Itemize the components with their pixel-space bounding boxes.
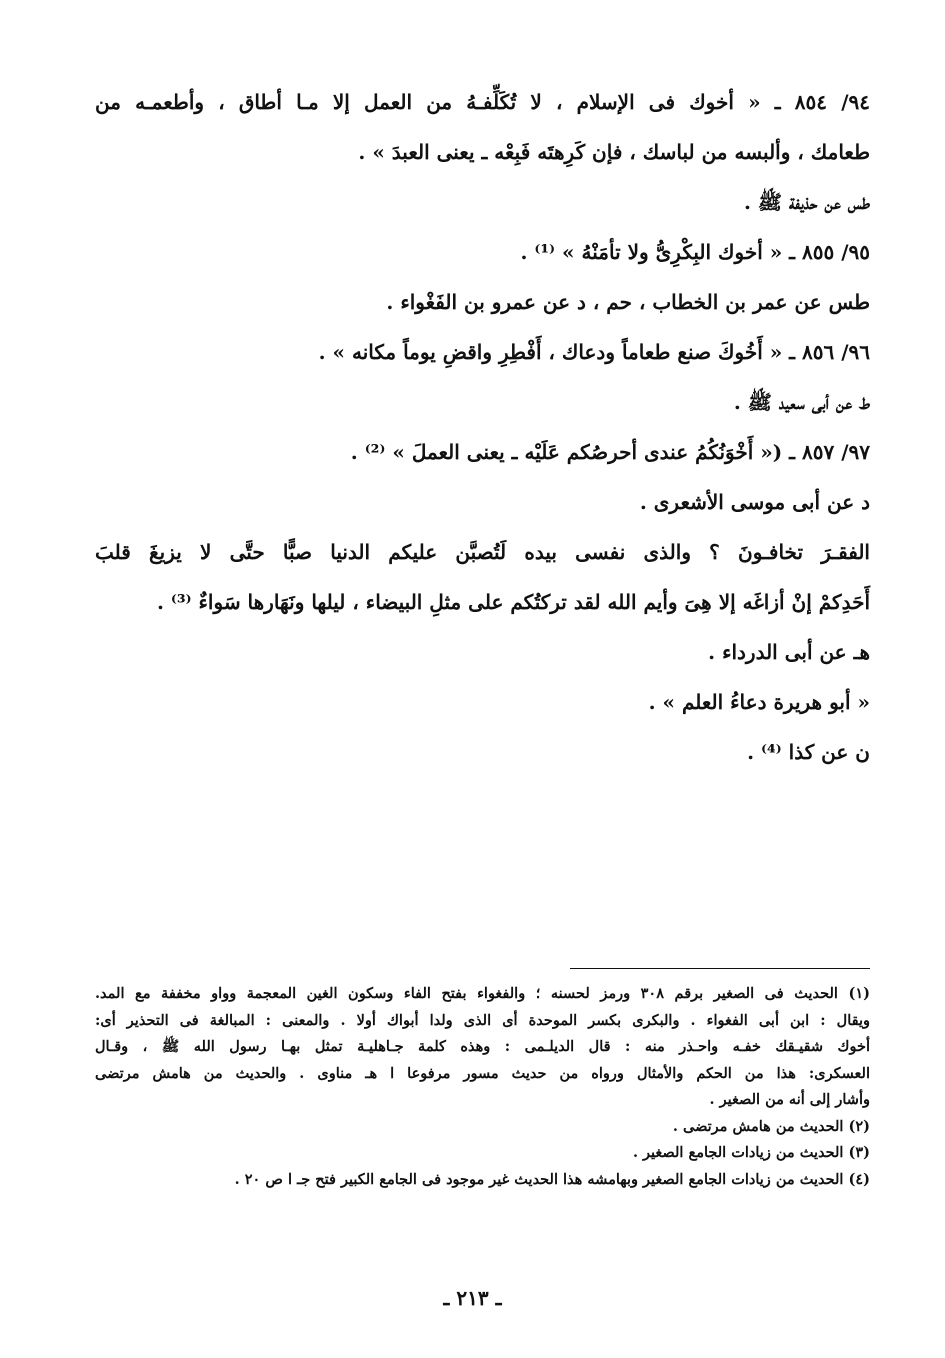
source-line: د عن أبى موسى الأشعرى .: [639, 490, 870, 514]
footnote-line: (١) الحديث فى الصغير برقم ٣٠٨ ورمز لحسنه ؛ والفغواء بفتح الفاء وسكون الغين المعجمة وواو مخففة مع المد.: [95, 985, 870, 1002]
hadith-856-line: ٩٦/ ٨٥٦ ـ « أَخُوكَ صنع طعاماً ودعاك ، أَفْطِرِ واقضِ يوماً مكانه » .: [318, 340, 870, 364]
page-number: ـ ٢١٣ ـ: [443, 1286, 502, 1310]
hadith-855-line: ٩٥/ ٨٥٥ ـ « أخوك البِكْرِىُّ ولا تأمَنْهُ » ⁽¹⁾ .: [520, 240, 870, 264]
hadith-857-line: ٩٧/ ٨٥٧ ـ (« أَخْوَنُكُمُ عندى أحرصُكم عَلَيْه ـ يعنى العملَ » ⁽²⁾ .: [350, 440, 870, 464]
source-line: طس عن عمر بن الخطاب ، حم ، د عن عمرو بن الفَغْواء .: [386, 290, 870, 314]
footnote-line: أخوك شقيـقك خفـه واحـذر منه : قال الديلـمى : وهذه كلمة جـاهليـة تمثل بهـا رسول الله ﷺ ، وقـال: [95, 1038, 870, 1055]
footnotes: [95, 982, 870, 1194]
hadith-text-line: أَحَدِكمْ إنْ أزاغَه إلا هِىَ وأيم الله لقد تركتُكم على مثلِ البيضاء ، ليلها ونَهَارها سَواءٌ ⁽³⁾ .: [156, 590, 870, 614]
footnote-line: العسكرى: هذا من الحكم والأمثال ورواه من حديث مسور مرفوعا ا هـ مناوى . والحديث من هامش مرتضى: [95, 1064, 870, 1082]
footnote-line: (٤) الحديث من زيادات الجامع الصغير وبهامشه هذا الحديث غير موجود فى الجامع الكبير فتح جـ ا ص ٢٠ .: [234, 1170, 870, 1188]
source-line: ن عن كذا ⁽⁴⁾ .: [747, 740, 870, 764]
main-text: [95, 82, 870, 782]
hadith-854-line-2: طعامك ، وألبسه من لباسك ، فإن كَرِهتَه فَبِعْه ـ يعنى العبدَ » .: [358, 140, 870, 164]
source-line: طس عن حذيفة ﷺ .: [743, 190, 870, 214]
footnote-line: ويقال : ابن أبى الفغواء . والبكرى بكسر الموحدة أى الذى ولدا أبواك أولا . والمعنى : المبالغة فى التحذير أى:: [95, 1011, 870, 1029]
hadith-text-line: الفقـرَ تخافـونَ ؟ والذى نفسى بيده لَتُصبَّن عليكم الدنيا صبًّا حتَّى لا يزيغَ قلبَ: [95, 540, 870, 564]
hadith-text-line: « أبو هريرة دعاءُ العلم » .: [648, 690, 870, 714]
source-line: هـ عن أبى الدرداء .: [708, 640, 870, 664]
source-line: ط عن أبى سعيد ﷺ .: [733, 390, 870, 414]
footnote-line: وأشار إلى أنه من الصغير .: [709, 1091, 870, 1108]
footnote-line: (٣) الحديث من زيادات الجامع الصغير .: [632, 1144, 870, 1161]
footnote-line: (٢) الحديث من هامش مرتضى .: [672, 1117, 870, 1135]
hadith-854-line-1: ٩٤/ ٨٥٤ ـ « أخوك فى الإسلام ، لا تُكَلِّفـهُ من العمل إلا مـا أطاق ، وأطعمـه من: [95, 90, 870, 114]
footnote-divider: [570, 968, 870, 969]
